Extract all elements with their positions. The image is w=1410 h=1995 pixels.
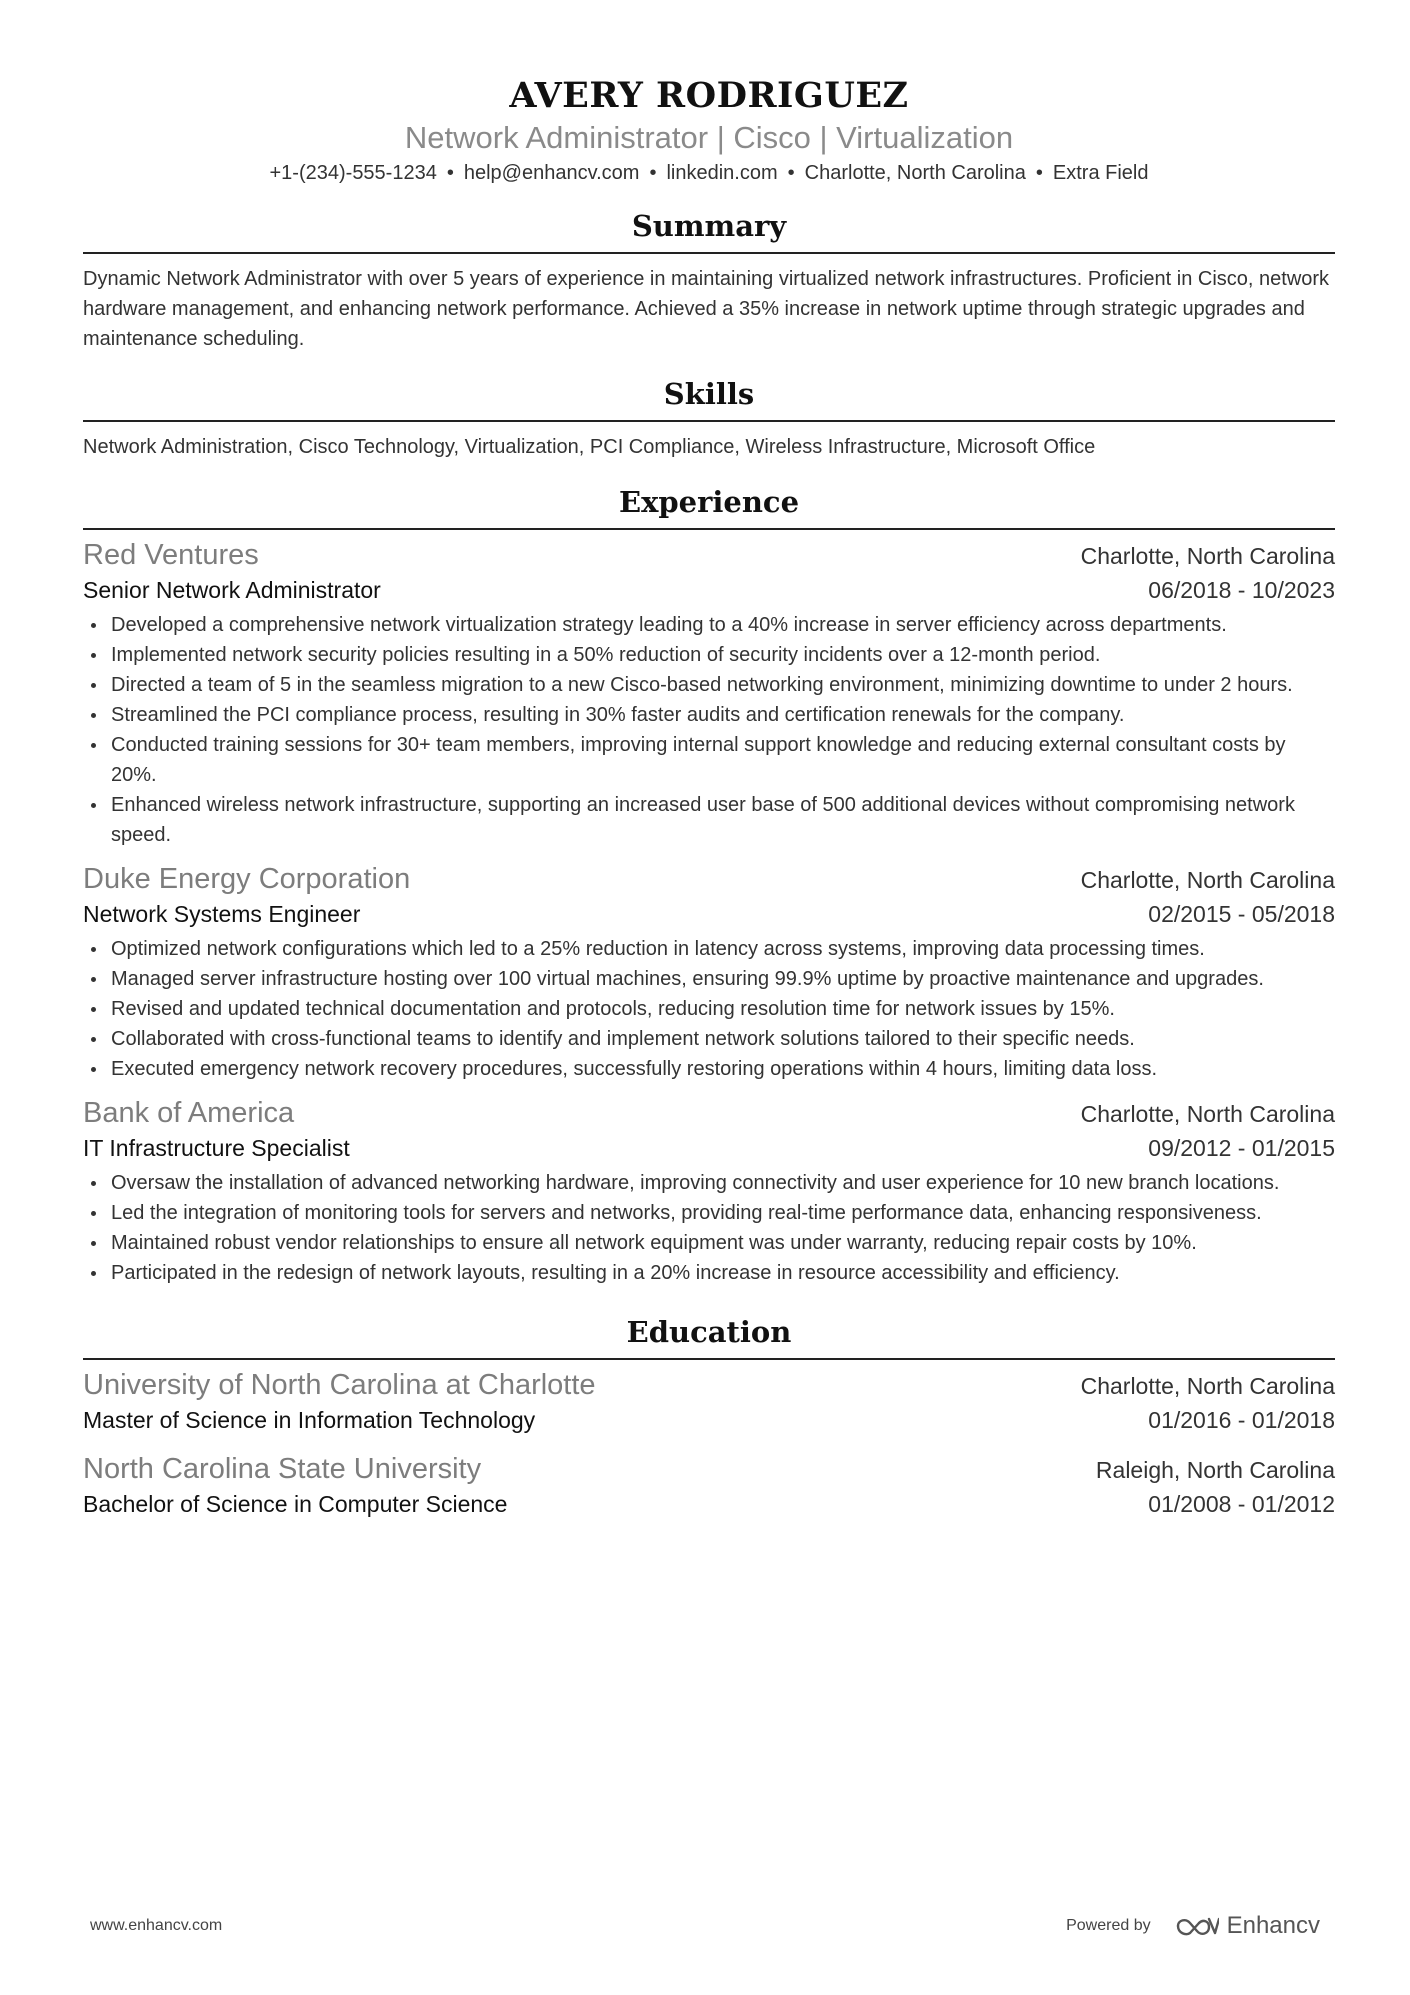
job-bullets (83, 610, 1335, 850)
company-name: Bank of America (83, 1097, 295, 1129)
entry-header-row (83, 860, 1335, 898)
bullet-item: Collaborated with cross-functional teams to identify and implement network solutions tailored to their specific needs. (83, 1024, 1335, 1054)
bullet-item: Conducted training sessions for 30+ team members, improving internal support knowledge and reducing external consultant costs by 20%. (83, 730, 1335, 790)
entry-subheader-row (83, 574, 1335, 606)
job-location: Charlotte, North Carolina (1080, 867, 1335, 893)
job-title: IT Infrastructure Specialist (83, 1135, 350, 1161)
summary-section (83, 206, 1335, 354)
bullet-item: Maintained robust vendor relationships to ensure all network equipment was under warranty, reducing repair costs by 10%. (83, 1228, 1335, 1258)
resume-page (83, 0, 1335, 1520)
school-location: Raleigh, North Carolina (1095, 1457, 1335, 1483)
contact-line (83, 158, 1335, 188)
summary-text: Dynamic Network Administrator with over 5 years of experience in maintaining virtualized network infrastructures. Proficient in Cisco, network hardware management, and enhancing network performance. Achieved a 35% increase in network uptime through strategic upgrades and maintenance scheduling. (83, 268, 1330, 350)
footer-website-link[interactable]: www.enhancv.com (90, 1917, 223, 1934)
candidate-name: AVERY RODRIGUEZ (509, 75, 909, 116)
contact-phone: +1-(234)-555-1234 (269, 162, 437, 184)
separator-dot: • (1035, 162, 1043, 184)
education-section (83, 1312, 1335, 1520)
separator-dot: • (787, 162, 795, 184)
bullet-item: Directed a team of 5 in the seamless migration to a new Cisco-based networking environment, minimizing downtime to under 2 hours. (83, 670, 1335, 700)
resume-header (83, 0, 1335, 188)
education-heading: Education (83, 1312, 1335, 1360)
enhancv-logo[interactable] (1175, 1912, 1320, 1940)
entry-header-row (83, 1366, 1335, 1404)
summary-heading: Summary (83, 206, 1335, 254)
company-name: Red Ventures (83, 539, 259, 571)
job-dates: 02/2015 - 05/2018 (1148, 901, 1335, 927)
entry-subheader-row (83, 898, 1335, 930)
experience-entry (83, 1094, 1335, 1288)
job-location: Charlotte, North Carolina (1080, 1101, 1335, 1127)
contact-location: Charlotte, North Carolina (804, 162, 1026, 184)
experience-heading: Experience (83, 482, 1335, 530)
bullet-item: Enhanced wireless network infrastructure, supporting an increased user base of 500 additional devices without compromising network speed. (83, 790, 1335, 850)
contact-linkedin[interactable]: linkedin.com (666, 162, 778, 184)
entry-header-row (83, 536, 1335, 574)
degree-dates: 01/2016 - 01/2018 (1148, 1407, 1335, 1433)
bullet-item: Executed emergency network recovery procedures, successfully restoring operations within 4 hours, limiting data loss. (83, 1054, 1335, 1084)
powered-by-block (1066, 1912, 1320, 1940)
bullet-item: Revised and updated technical documentation and protocols, reducing resolution time for network issues by 15%. (83, 994, 1335, 1024)
bullet-item: Optimized network configurations which led to a 25% reduction in latency across systems, improving data processing times. (83, 934, 1335, 964)
entry-header-row (83, 1094, 1335, 1132)
experience-entry (83, 536, 1335, 850)
job-title: Senior Network Administrator (83, 577, 381, 603)
skills-text: Network Administration, Cisco Technology, Virtualization, PCI Compliance, Wireless Infrastructure, Microsoft Office (83, 436, 1096, 458)
enhancv-logo-text: Enhancv (1226, 1912, 1320, 1939)
degree-dates: 01/2008 - 01/2012 (1148, 1491, 1335, 1517)
job-dates: 09/2012 - 01/2015 (1148, 1135, 1335, 1161)
entry-subheader-row (83, 1404, 1335, 1436)
powered-by-label: Powered by (1066, 1917, 1151, 1934)
bullet-item: Developed a comprehensive network virtualization strategy leading to a 40% increase in server efficiency across departments. (83, 610, 1335, 640)
entry-subheader-row (83, 1132, 1335, 1164)
bullet-item: Implemented network security policies resulting in a 50% reduction of security incidents over a 12-month period. (83, 640, 1335, 670)
candidate-tagline: Network Administrator | Cisco | Virtualization (404, 120, 1014, 155)
separator-dot: • (649, 162, 657, 184)
job-dates: 06/2018 - 10/2023 (1148, 577, 1335, 603)
degree-title: Bachelor of Science in Computer Science (83, 1491, 508, 1517)
bullet-item: Managed server infrastructure hosting over 100 virtual machines, ensuring 99.9% uptime by proactive maintenance and upgrades. (83, 964, 1335, 994)
bullet-item: Led the integration of monitoring tools for servers and networks, providing real-time performance data, enhancing responsiveness. (83, 1198, 1335, 1228)
bullet-item: Participated in the redesign of network layouts, resulting in a 20% increase in resource accessibility and efficiency. (83, 1258, 1335, 1288)
school-name: North Carolina State University (83, 1453, 482, 1485)
school-name: University of North Carolina at Charlotte (83, 1369, 596, 1401)
bullet-item: Streamlined the PCI compliance process, resulting in 30% faster audits and certification renewals for the company. (83, 700, 1335, 730)
contact-email[interactable]: help@enhancv.com (463, 162, 640, 184)
experience-section (83, 482, 1335, 1288)
experience-entry (83, 860, 1335, 1084)
page-footer (90, 1912, 1320, 1940)
contact-extra-field: Extra Field (1052, 162, 1149, 184)
bullet-item: Oversaw the installation of advanced networking hardware, improving connectivity and user experience for 10 new branch locations. (83, 1168, 1335, 1198)
school-location: Charlotte, North Carolina (1080, 1373, 1335, 1399)
separator-dot: • (446, 162, 454, 184)
enhancv-logo-icon (1175, 1915, 1219, 1937)
education-entry (83, 1450, 1335, 1520)
job-bullets (83, 934, 1335, 1084)
company-name: Duke Energy Corporation (83, 863, 411, 895)
skills-section (83, 374, 1335, 462)
degree-title: Master of Science in Information Technology (83, 1407, 536, 1433)
entry-header-row (83, 1450, 1335, 1488)
job-bullets (83, 1168, 1335, 1288)
job-location: Charlotte, North Carolina (1080, 543, 1335, 569)
education-entry (83, 1366, 1335, 1436)
job-title: Network Systems Engineer (83, 901, 361, 927)
skills-heading: Skills (83, 374, 1335, 422)
entry-subheader-row (83, 1488, 1335, 1520)
